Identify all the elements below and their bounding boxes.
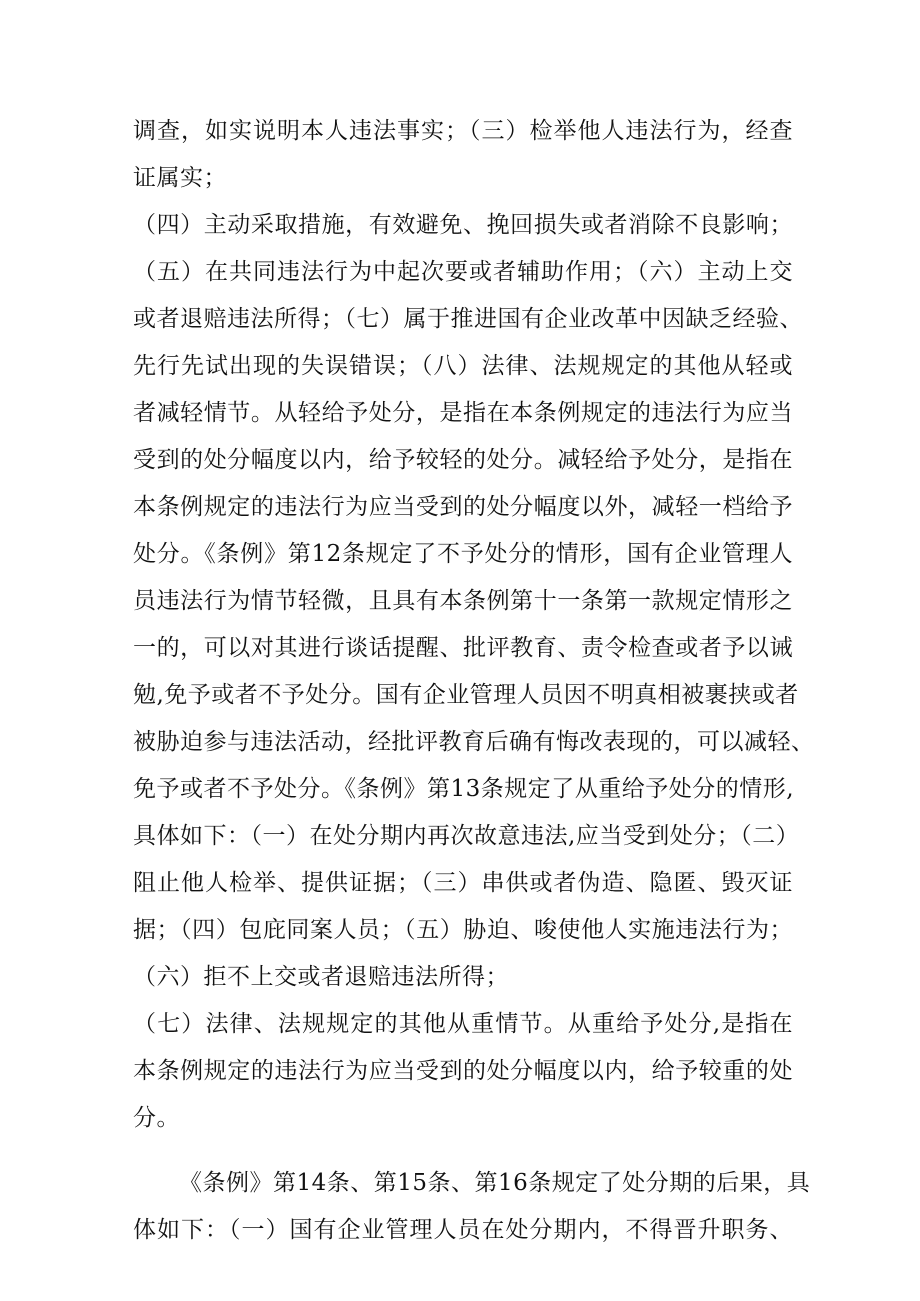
text-line: 体如下：（一）国有企业管理人员在处分期内，不得晋升职务、 (133, 1217, 793, 1243)
text-line: （五）在共同违法行为中起次要或者辅助作用；（六）主动上交 (133, 259, 793, 285)
text-line: 本条例规定的违法行为应当受到的处分幅度以外，减轻一档给予 (133, 494, 793, 520)
text-line: 受到的处分幅度以内，给予较轻的处分。减轻给予处分，是指在 (133, 447, 793, 473)
text-line: （七）法律、法规规定的其他从重情节。从重给予处分,是指在 (133, 1011, 793, 1037)
text-line: 本条例规定的违法行为应当受到的处分幅度以内，给予较重的处 (133, 1058, 793, 1084)
text-line: 先行先试出现的失误错误；（八）法律、法规规定的其他从轻或 (133, 353, 793, 379)
text-line: 《条例》第14条、第15条、第16条规定了处分期的后果，具 (179, 1170, 811, 1196)
text-line: 具体如下：（一）在处分期内再次故意违法,应当受到处分；（二） (133, 823, 800, 849)
text-line: 证属实； (133, 165, 227, 191)
text-line: （四）主动采取措施，有效避免、挽回损失或者消除不良影响； (133, 212, 793, 238)
text-line: 员违法行为情节轻微，且具有本条例第十一条第一款规定情形之 (133, 588, 793, 614)
text-line: 者减轻情节。从轻给予处分，是指在本条例规定的违法行为应当 (133, 400, 793, 426)
body-text (133, 108, 815, 1254)
text-line: 或者退赔违法所得；（七）属于推进国有企业改革中因缺乏经验、 (133, 306, 803, 332)
text-line: 据；（四）包庇同案人员；（五）胁迫、唆使他人实施违法行为； (133, 917, 793, 943)
text-line: 处分。《条例》第12条规定了不予处分的情形，国有企业管理人 (133, 541, 793, 567)
text-line: 被胁迫参与违法活动，经批评教育后确有悔改表现的，可以减轻、 (133, 729, 815, 755)
text-line: 一的，可以对其进行谈话提醒、批评教育、责令检查或者予以诫 (133, 635, 793, 661)
text-line: 阻止他人检举、提供证据；（三）串供或者伪造、隐匿、毁灭证 (133, 870, 793, 896)
text-line: 分。 (133, 1105, 180, 1131)
text-line: （六）拒不上交或者退赔违法所得； (133, 964, 509, 990)
text-line: 免予或者不予处分。《条例》第13条规定了从重给予处分的情形, (133, 776, 795, 802)
text-line: 调查，如实说明本人违法事实；（三）检举他人违法行为，经查 (133, 118, 793, 144)
paragraph-gap (133, 1142, 793, 1160)
text-line: 勉,免予或者不予处分。国有企业管理人员因不明真相被裹挟或者 (133, 682, 799, 708)
